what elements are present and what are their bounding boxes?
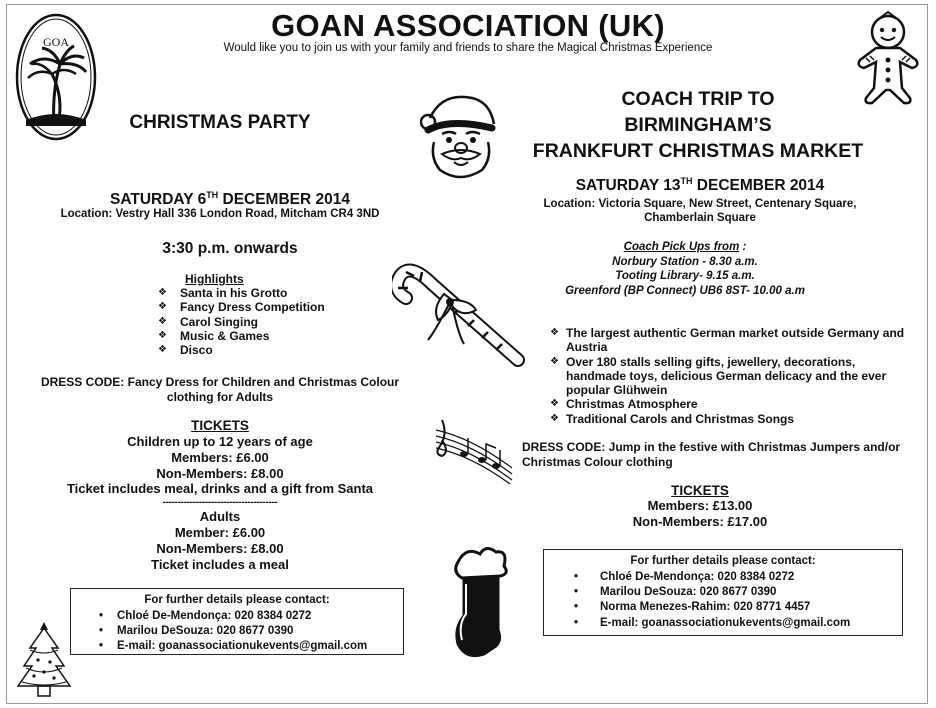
list-item: ❖ Christmas Atmosphere	[550, 397, 910, 411]
list-item: ❖ Traditional Carols and Christmas Songs	[550, 412, 910, 426]
coach-title-line: BIRMINGHAM’S	[624, 114, 772, 136]
pickup-item: Greenford (BP Connect) UB6 8ST- 10.00 a.m	[565, 284, 805, 297]
contact-item: • Marilou DeSouza: 020 8677 0390	[544, 585, 902, 600]
contact-item: • Norma Menezes-Rahim: 020 8771 4457	[544, 600, 902, 615]
coach-title-line: COACH TRIP TO	[621, 88, 775, 110]
coach-date-day: SATURDAY 13	[575, 177, 681, 195]
party-date-suffix: TH	[206, 190, 219, 200]
coach-nonmembers-price: Non-Members: £17.00	[632, 513, 768, 529]
coach-tickets	[560, 498, 840, 530]
coach-date-suffix: TH	[680, 176, 693, 186]
candy-cane-icon	[392, 244, 532, 368]
children-line: Children up to 12 years of age	[127, 434, 313, 449]
contact-heading: For further details please contact:	[630, 555, 816, 567]
party-tickets-heading: TICKETS	[191, 418, 249, 433]
list-item: ❖ The largest authentic German market outside Germany and Austria	[550, 326, 910, 355]
list-item: ❖ Music & Games	[158, 329, 325, 343]
party-dress-code: DRESS CODE: Fancy Dress for Children and Christmas Colour clothing for Adults	[40, 375, 400, 404]
list-item: ❖ Carol Singing	[158, 315, 325, 329]
page-subtitle: Would like you to join us with your family and friends to share the Magical Christmas Experience	[223, 42, 713, 54]
highlights-list	[158, 286, 325, 357]
christmas-stocking-icon	[452, 544, 510, 664]
pickup-item: Tooting Library- 9.15 a.m.	[615, 270, 755, 282]
pickups-heading: Coach Pick Ups from	[623, 241, 740, 253]
logo-text: GOA	[43, 35, 69, 49]
adults-ticket-includes: Ticket includes a meal	[151, 556, 289, 572]
contact-item: • Chloé De-Mendonça: 020 8384 0272	[71, 609, 403, 624]
contact-heading: For further details please contact:	[144, 594, 330, 606]
santa-face-icon	[420, 88, 500, 180]
page-title: GOAN ASSOCIATION (UK)	[271, 8, 665, 43]
contact-item: • Chloé De-Mendonça: 020 8384 0272	[544, 570, 902, 585]
adults-label: Adults	[199, 509, 241, 525]
party-date-rest: DECEMBER 2014	[218, 191, 350, 209]
list-item: ❖ Santa in his Grotto	[158, 286, 325, 300]
coach-trip-title	[498, 86, 898, 164]
party-date-day: SATURDAY 6	[110, 191, 207, 209]
coach-features-list	[550, 326, 910, 426]
divider: --------------------------------------	[162, 497, 278, 509]
coach-contact-box	[543, 549, 903, 636]
list-item: ❖ Disco	[158, 343, 325, 357]
party-title: CHRISTMAS PARTY	[129, 112, 311, 133]
contact-item: • Marilou DeSouza: 020 8677 0390	[71, 624, 403, 639]
party-contact-box	[70, 588, 404, 655]
coach-pickups	[520, 240, 850, 298]
music-notes-icon	[432, 416, 516, 484]
list-item: ❖ Over 180 stalls selling gifts, jewellery, decorations, handmade toys, delicious German delicacy and the ever popular Glühwein	[550, 355, 910, 398]
coach-date	[500, 176, 900, 195]
party-tickets	[30, 434, 410, 572]
coach-tickets-heading: TICKETS	[671, 483, 729, 498]
highlights-heading: Highlights	[185, 272, 244, 286]
pickups-colon: :	[739, 241, 747, 253]
coach-date-rest: DECEMBER 2014	[692, 177, 825, 195]
coach-title-line: FRANKFURT CHRISTMAS MARKET	[532, 140, 864, 162]
list-item: ❖ Fancy Dress Competition	[158, 300, 325, 314]
children-ticket-includes: Ticket includes meal, drinks and a gift from Santa	[66, 481, 374, 497]
children-nonmembers-price: Non-Members: £8.00	[156, 465, 284, 481]
coach-location: Location: Victoria Square, New Street, Centenary Square, Chamberlain Square	[543, 198, 857, 224]
adults-member-price: Member: £6.00	[174, 524, 266, 540]
coach-dress-code: DRESS CODE: Jump in the festive with Christmas Jumpers and/or Christmas Colour clothing	[522, 440, 901, 469]
party-location: Location: Vestry Hall 336 London Road, Mitcham CR4 3ND	[60, 208, 380, 220]
adults-nonmembers-price: Non-Members: £8.00	[156, 540, 284, 556]
contact-email: • E-mail: goanassociationukevents@gmail.com	[71, 639, 403, 654]
coach-members-price: Members: £13.00	[647, 498, 753, 513]
christmas-tree-icon	[14, 620, 74, 706]
children-members-price: Members: £6.00	[171, 449, 269, 465]
pickup-item: Norbury Station - 8.30 a.m.	[612, 255, 758, 268]
contact-email: • E-mail: goanassociationukevents@gmail.com	[544, 616, 902, 631]
party-time: 3:30 p.m. onwards	[162, 240, 298, 257]
party-date	[40, 190, 420, 209]
